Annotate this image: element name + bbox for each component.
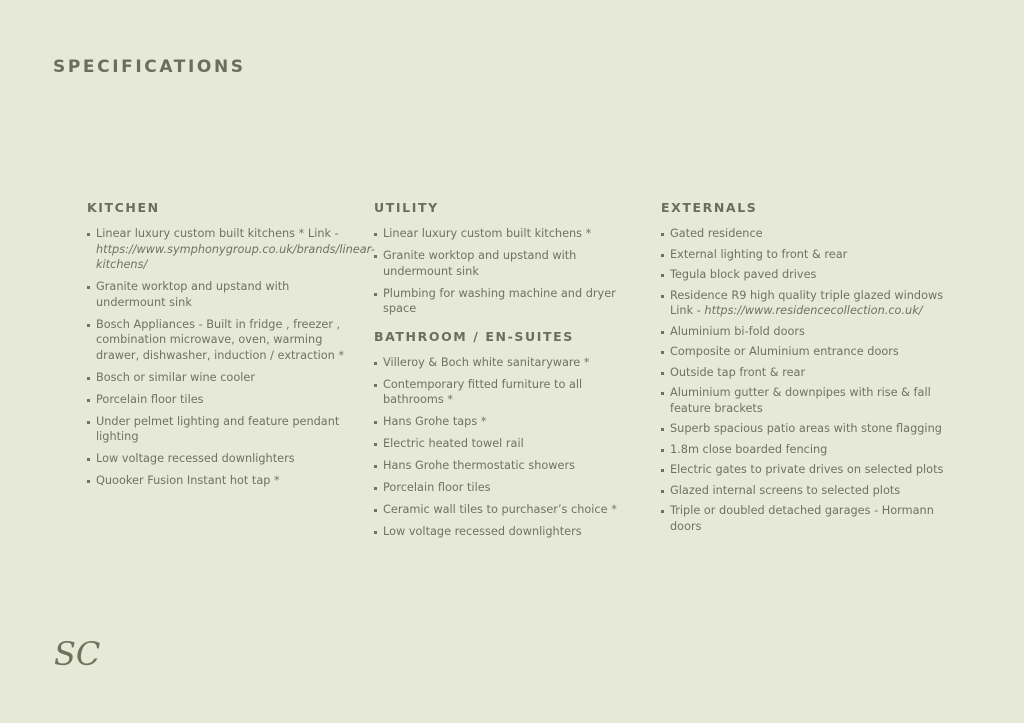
list-item: Plumbing for washing machine and dryer space <box>374 286 624 317</box>
list-item: Ceramic wall tiles to purchaser’s choice * <box>374 502 624 518</box>
list-item: External lighting to front & rear <box>661 247 951 263</box>
list-item: Under pelmet lighting and feature pendant lighting <box>87 414 357 445</box>
kitchen-list <box>87 226 375 489</box>
bathroom-list <box>374 355 624 540</box>
list-item: Glazed internal screens to selected plots <box>661 483 951 499</box>
list-item <box>661 288 951 319</box>
symphony-link[interactable]: https://www.symphonygroup.co.uk/brands/linear-kitchens/ <box>96 242 375 271</box>
sc-monogram-logo <box>52 635 116 677</box>
externals-section <box>661 200 951 539</box>
list-item: Aluminium bi-fold doors <box>661 324 951 340</box>
list-item: Electric gates to private drives on selected plots <box>661 462 951 478</box>
utility-section <box>374 200 624 546</box>
list-item: Bosch or similar wine cooler <box>87 370 357 386</box>
list-item: Porcelain floor tiles <box>87 392 357 408</box>
list-item: Contemporary fitted furniture to all bathrooms * <box>374 377 624 408</box>
list-item: Aluminium gutter & downpipes with rise & fall feature brackets <box>661 385 951 416</box>
list-item: Villeroy & Boch white sanitaryware * <box>374 355 624 371</box>
list-item: Quooker Fusion Instant hot tap * <box>87 473 357 489</box>
list-item: Hans Grohe taps * <box>374 414 624 430</box>
bathroom-heading: BATHROOM / EN-SUITES <box>374 328 574 344</box>
sc-logo-icon <box>52 635 116 673</box>
kitchen-section <box>87 200 375 495</box>
list-item-text: Linear luxury custom built kitchens * Link - <box>96 227 339 240</box>
externals-heading: EXTERNALS <box>661 200 758 215</box>
list-item: Outside tap front & rear <box>661 365 951 381</box>
page-title: SPECIFICATIONS <box>53 57 246 77</box>
list-item: Triple or doubled detached garages - Hormann doors <box>661 503 951 534</box>
list-item: Low voltage recessed downlighters <box>87 451 357 467</box>
residence-collection-link[interactable]: https://www.residencecollection.co.uk/ <box>704 304 923 317</box>
externals-list <box>661 226 951 534</box>
list-item: Bosch Appliances - Built in fridge , freezer , combination microwave, oven, warming drawer, dishwasher, induction / extraction * <box>87 317 357 364</box>
list-item: Electric heated towel rail <box>374 436 624 452</box>
list-item: Superb spacious patio areas with stone flagging <box>661 421 951 437</box>
list-item: Linear luxury custom built kitchens * <box>374 226 624 242</box>
utility-list <box>374 226 624 317</box>
list-item: Tegula block paved drives <box>661 267 951 283</box>
list-item <box>87 226 375 273</box>
list-item: 1.8m close boarded fencing <box>661 442 951 458</box>
list-item: Hans Grohe thermostatic showers <box>374 458 624 474</box>
list-item: Granite worktop and upstand with undermount sink <box>374 248 624 279</box>
list-item: Gated residence <box>661 226 951 242</box>
utility-heading: UTILITY <box>374 200 439 215</box>
list-item: Low voltage recessed downlighters <box>374 524 624 540</box>
list-item-text: Residence R9 high quality triple glazed windows Link - <box>670 288 944 317</box>
sc-logo-text: SC <box>54 635 101 673</box>
list-item: Composite or Aluminium entrance doors <box>661 344 951 360</box>
list-item: Granite worktop and upstand with undermount sink <box>87 279 357 310</box>
kitchen-heading: KITCHEN <box>87 200 160 215</box>
list-item: Porcelain floor tiles <box>374 480 624 496</box>
